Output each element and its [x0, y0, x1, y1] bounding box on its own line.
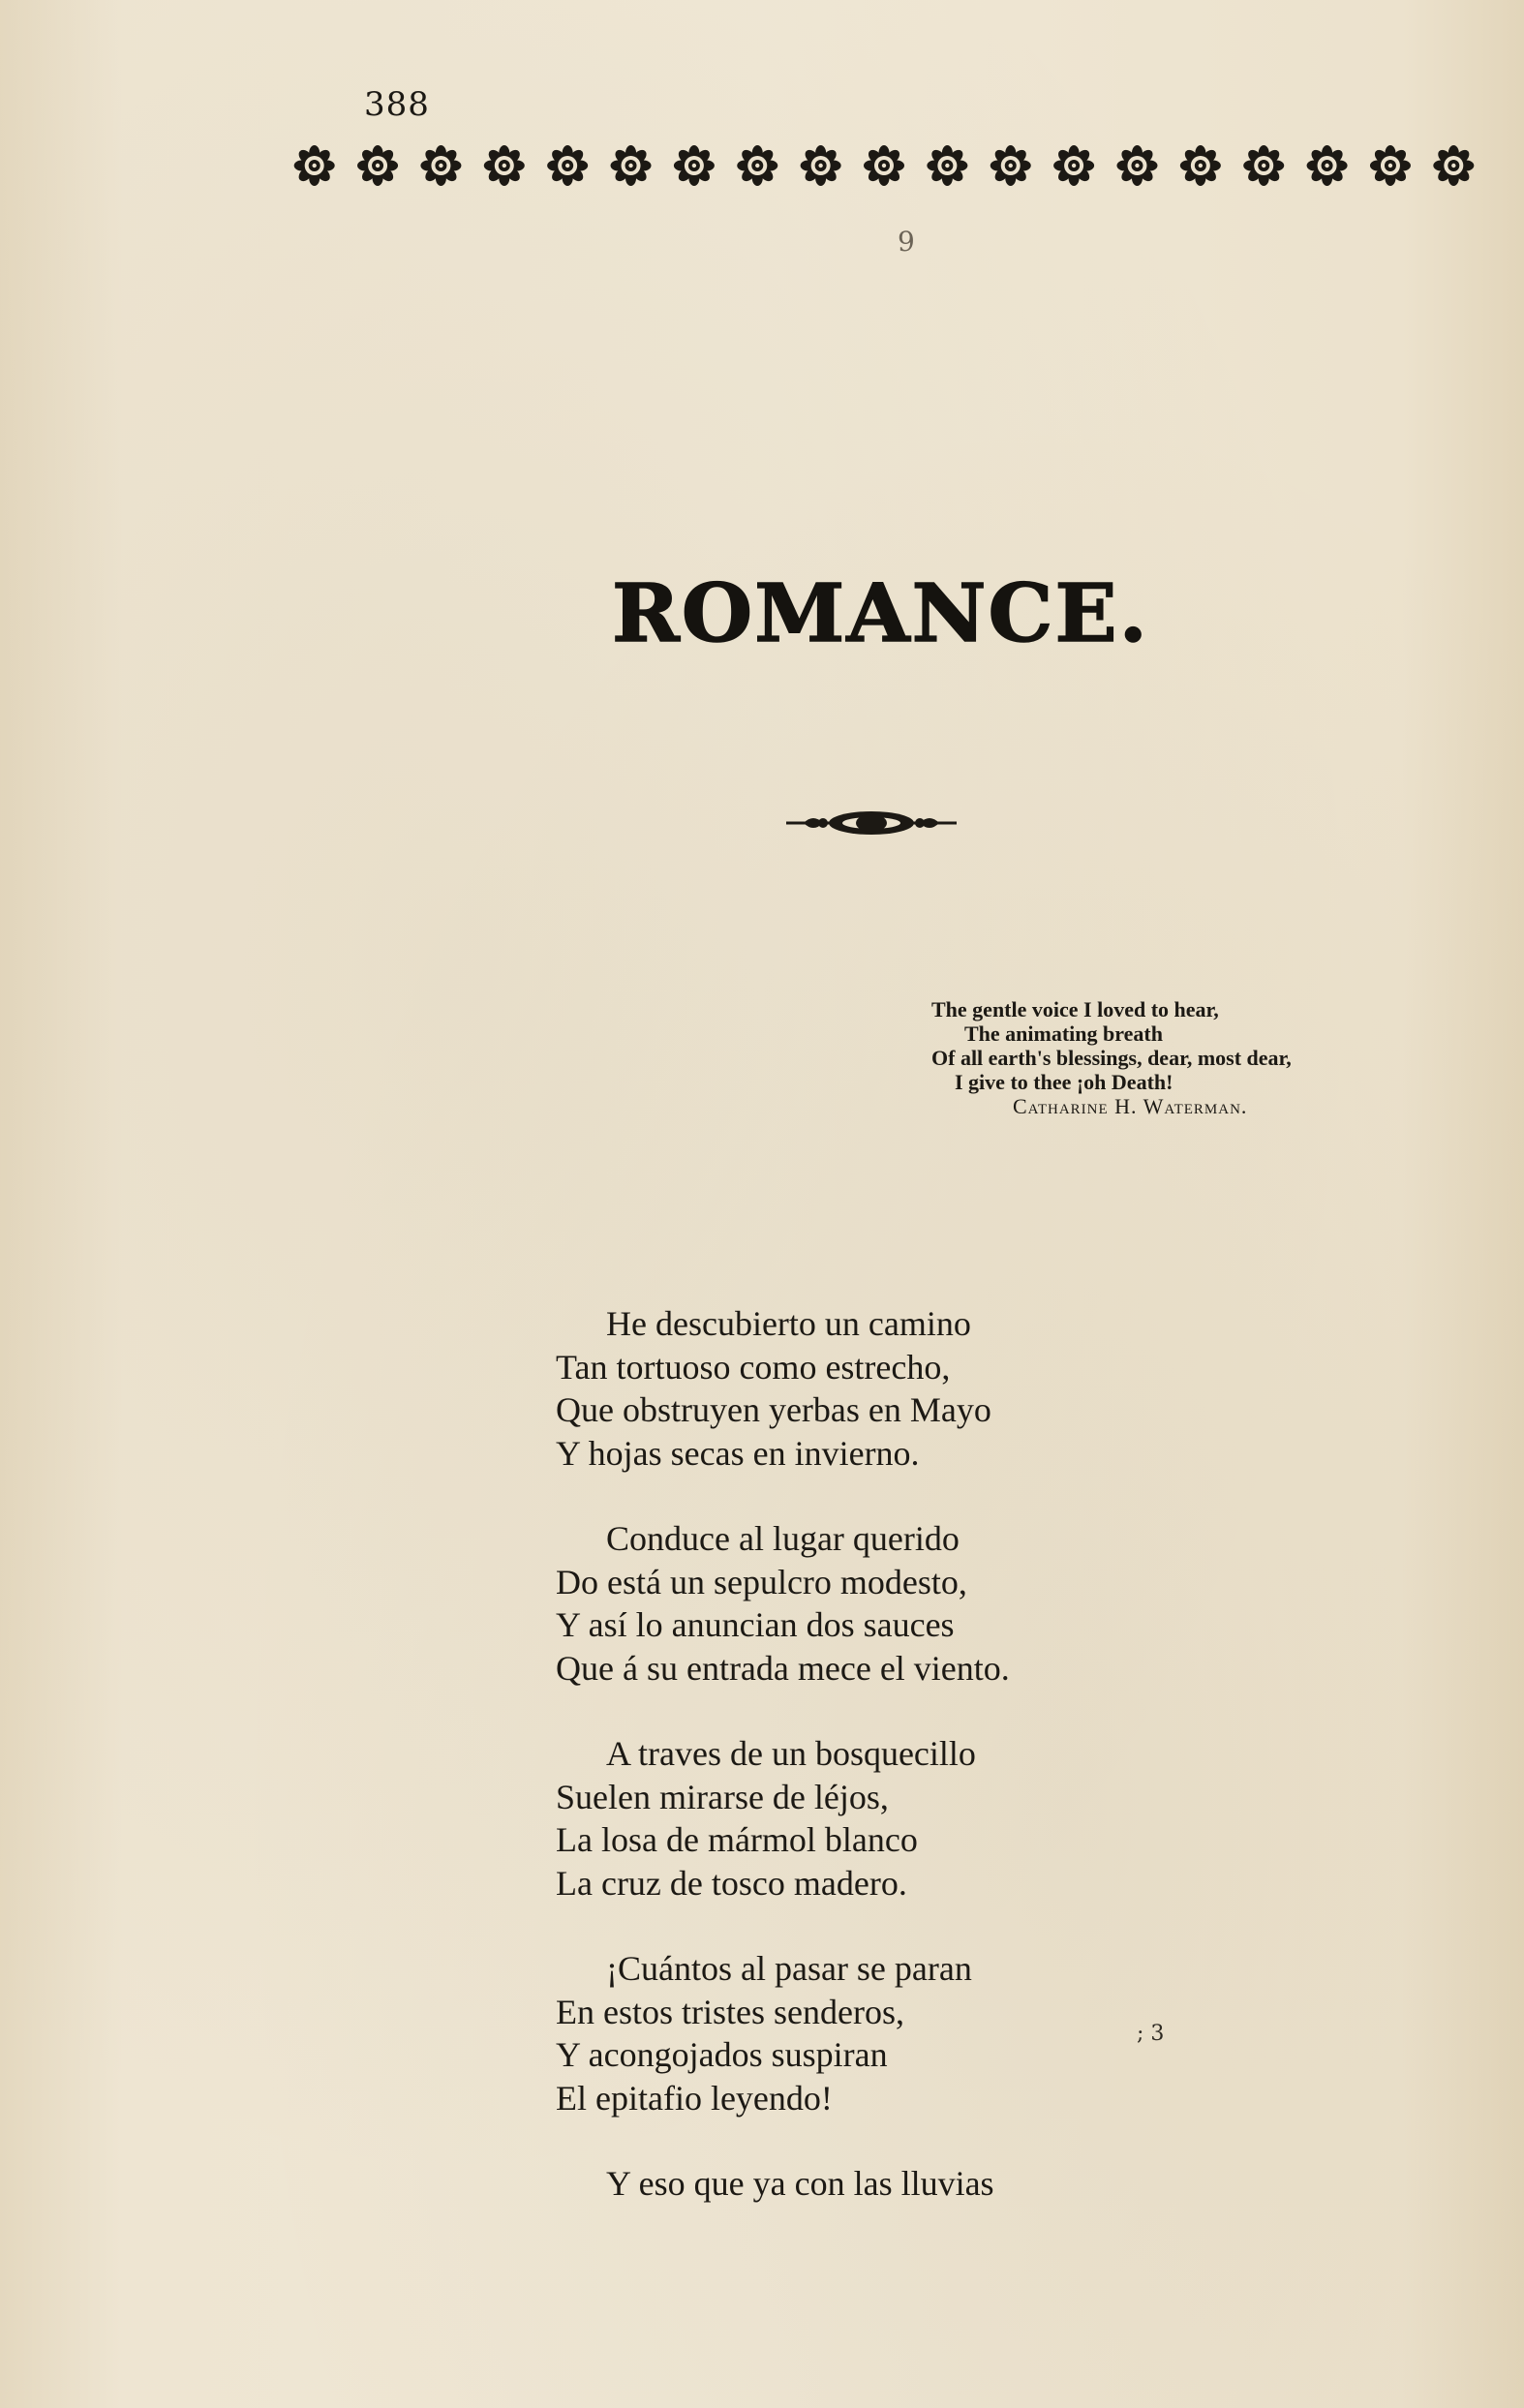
stanza [556, 2162, 1292, 2206]
verse: Y acongojados suspiran [556, 2035, 888, 2074]
verse: Conduce al lugar querido [606, 1519, 960, 1558]
rosette-ornament [547, 145, 588, 186]
rosette-ornament [1243, 145, 1284, 186]
rosette-ornament [1307, 145, 1348, 186]
stanza [556, 1517, 1292, 1690]
rosette-ornament [737, 145, 777, 186]
verse: Y hojas secas en invierno. [556, 1433, 920, 1473]
rosette-ornament [991, 145, 1031, 186]
verse: Y así lo anuncian dos sauces [556, 1605, 955, 1644]
epigraph-line: The gentle voice I loved to hear, [931, 997, 1219, 1021]
poem-title-text: ROMANCE. [612, 571, 1149, 658]
verse: Tan tortuoso como estrecho, [556, 1347, 951, 1387]
poem-body [556, 1302, 1292, 2248]
verse: He descubierto un camino [606, 1304, 971, 1343]
poem-title [612, 571, 1154, 658]
dash-ornament [784, 806, 959, 840]
rosette-ornament [1370, 145, 1411, 186]
epigraph-author: Catharine H. Waterman. [1013, 1094, 1248, 1118]
epigraph-line: Of all earth's blessings, dear, most dear, [931, 1046, 1292, 1070]
signature-mark: 9 [898, 226, 915, 258]
rosette-ornament [420, 145, 461, 186]
rosette-ornament [801, 145, 841, 186]
verse: A traves de un bosquecillo [606, 1734, 976, 1773]
verse: En estos tristes senderos, [556, 1992, 904, 2031]
stray-mark: ; 3 [1137, 2022, 1165, 2046]
rosette-ornament [294, 145, 335, 186]
rosette-ornament [484, 145, 525, 186]
rosette-ornament [1180, 145, 1221, 186]
rosette-ornament [927, 145, 967, 186]
stanza [556, 1947, 1292, 2119]
verse: Do está un sepulcro modesto, [556, 1562, 967, 1601]
verse: Que obstruyen yerbas en Mayo [556, 1390, 991, 1429]
verse: Que á su entrada mece el viento. [556, 1648, 1010, 1688]
stanza [556, 1732, 1292, 1905]
ornament-band [283, 141, 1485, 190]
page-number: 388 [364, 85, 430, 124]
rosette-ornament [864, 145, 904, 186]
rosette-ornament [1053, 145, 1094, 186]
stanza [556, 1302, 1292, 1475]
rosette-ornament [611, 145, 652, 186]
epigraph-line: I give to thee ¡oh Death! [955, 1070, 1173, 1094]
epigraph [931, 997, 1474, 1118]
verse: Suelen mirarse de léjos, [556, 1777, 889, 1816]
verse: Y eso que ya con las lluvias [606, 2164, 994, 2203]
rosette-ornament [1433, 145, 1474, 186]
verse: ¡Cuántos al pasar se paran [606, 1949, 972, 1988]
verse: La cruz de tosco madero. [556, 1863, 907, 1903]
rosette-ornament [1116, 145, 1157, 186]
epigraph-line: The animating breath [964, 1021, 1163, 1046]
rosette-ornament [357, 145, 398, 186]
verse: La losa de mármol blanco [556, 1820, 918, 1859]
rosette-ornament [674, 145, 715, 186]
verse: El epitafio leyendo! [556, 2078, 833, 2118]
